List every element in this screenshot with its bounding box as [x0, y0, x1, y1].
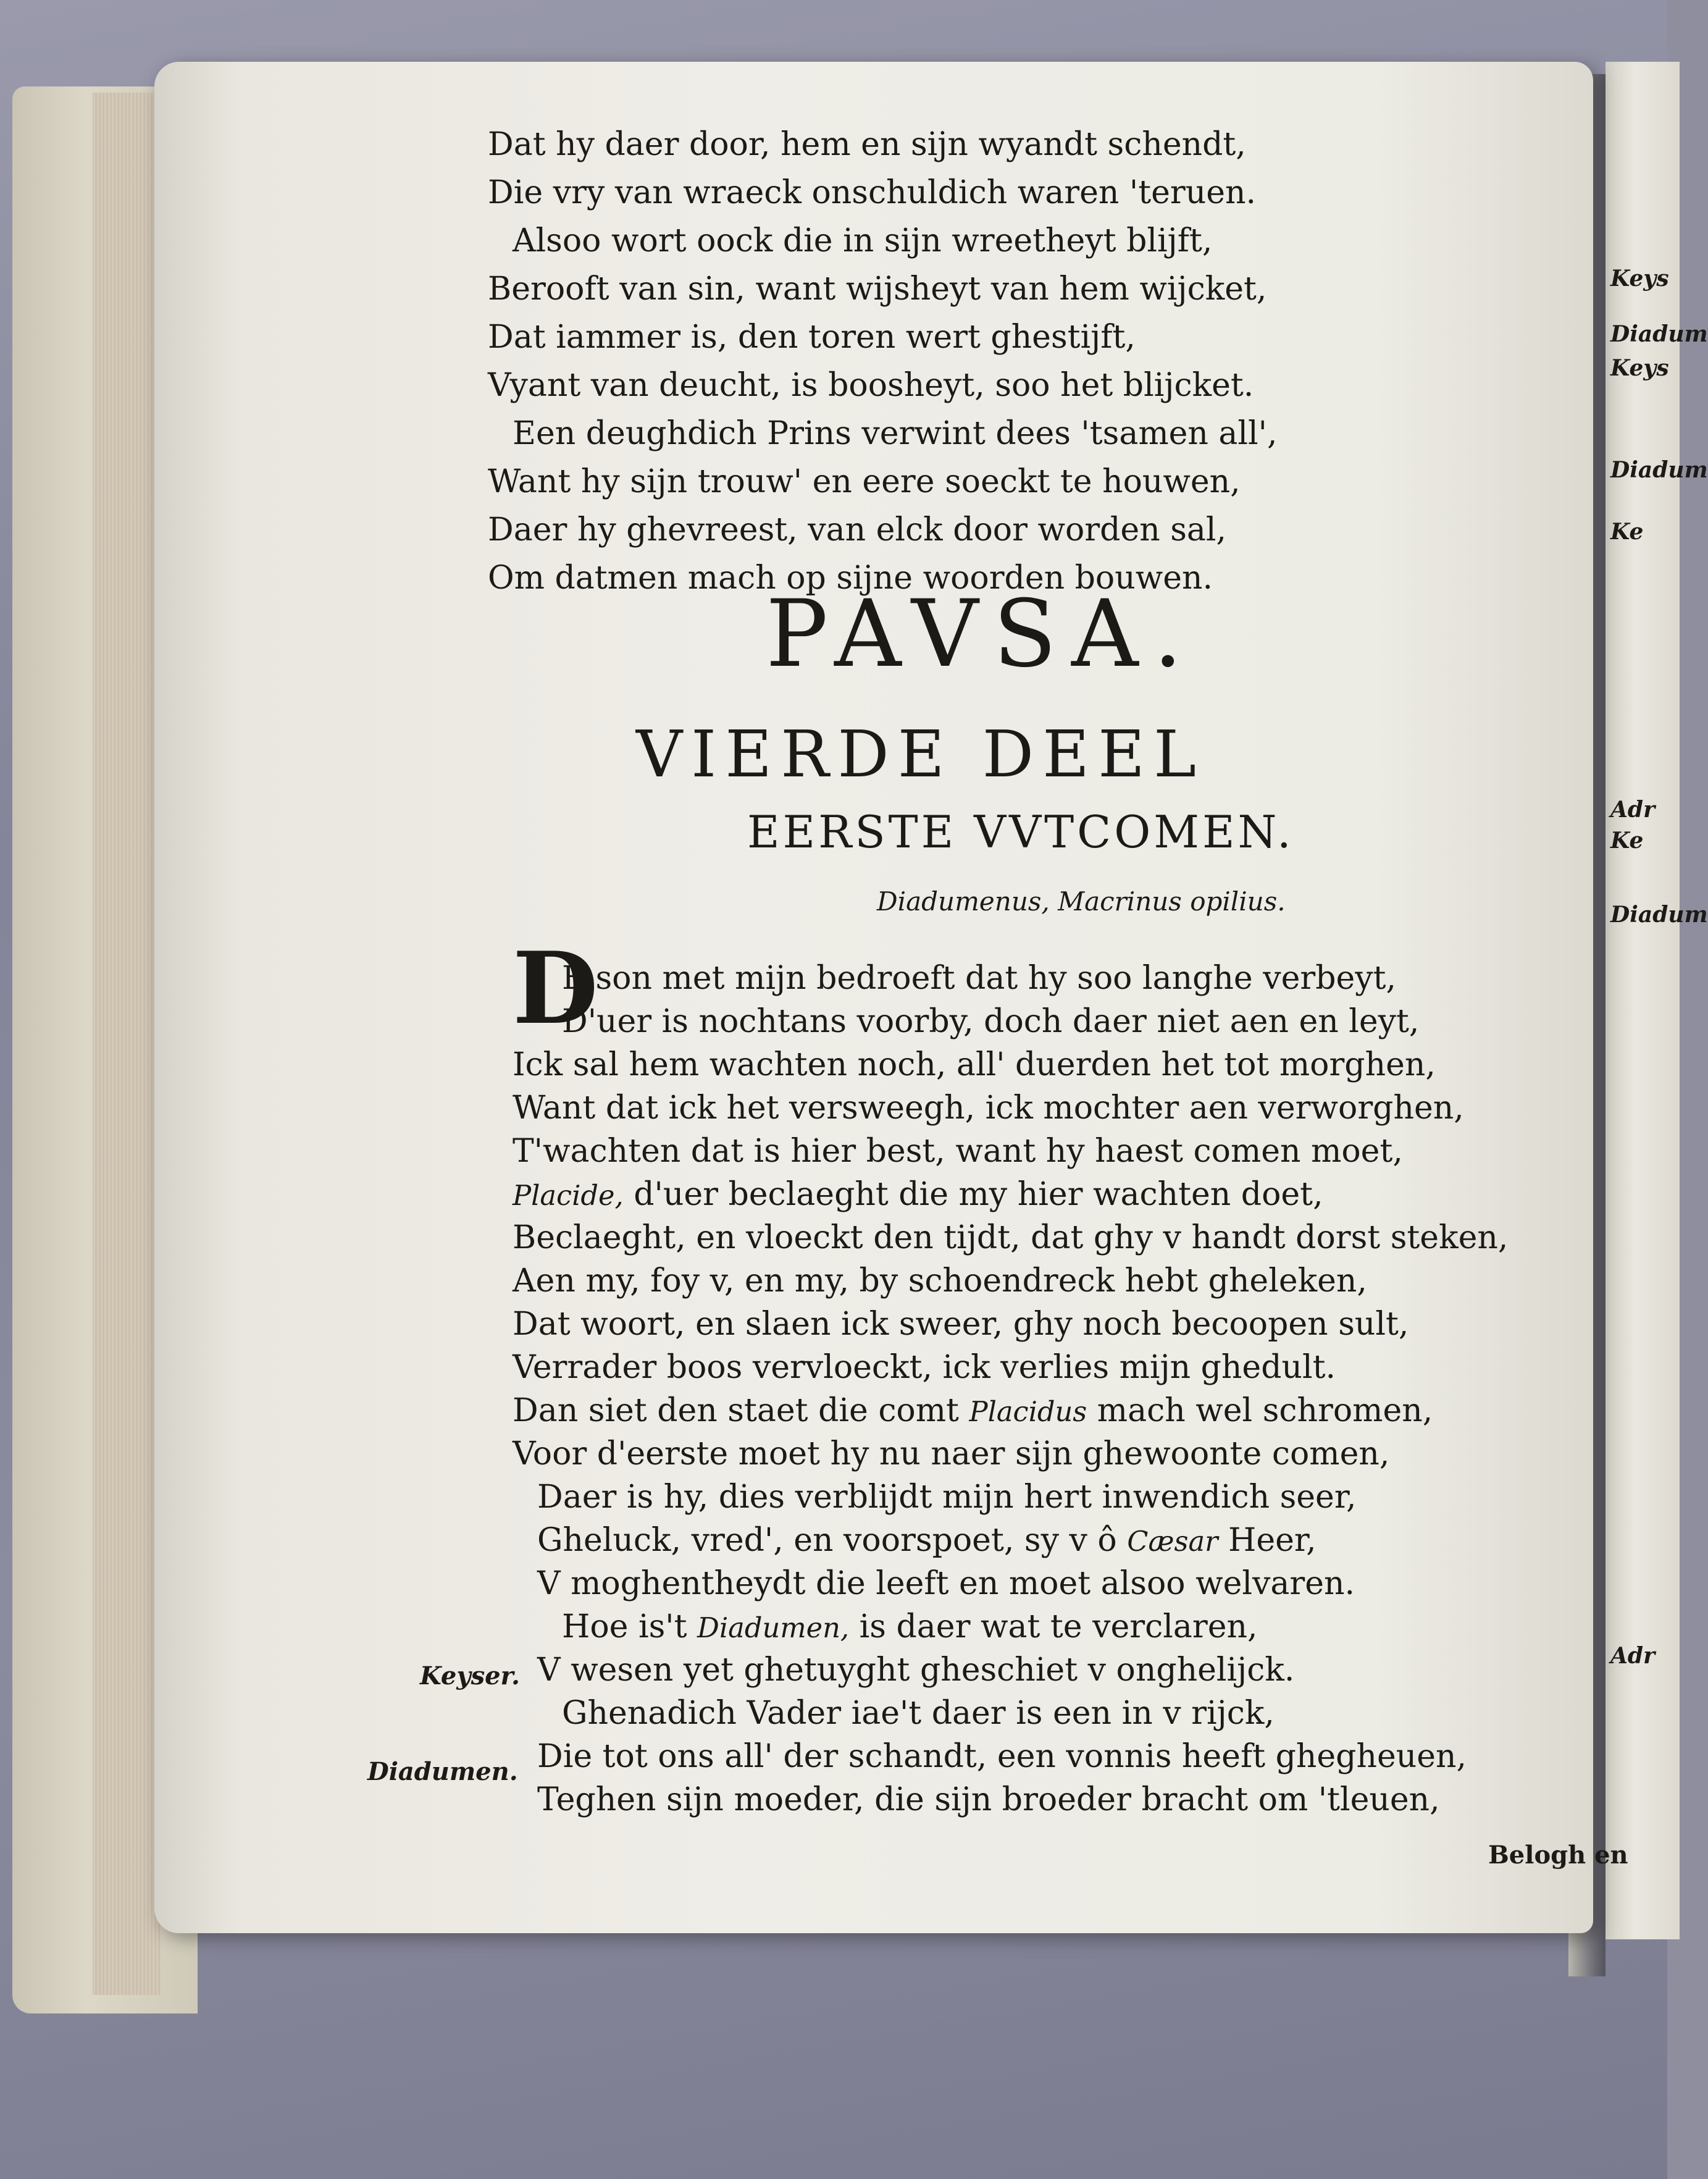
- verse-line: [537, 1649, 1294, 1691]
- facing-margin-note: Keys: [1610, 355, 1669, 381]
- dramatis-personae: Diadumenus, Macrinus opilius.: [877, 886, 1286, 917]
- italic-name: Cæsar: [1127, 1525, 1218, 1558]
- page-block-edge: [93, 93, 161, 1995]
- facing-margin-note: Adr: [1610, 1643, 1656, 1669]
- verse-text: d'uer beclaeght die my hier wachten doet,: [623, 1176, 1323, 1213]
- verse-line: [513, 1390, 1433, 1433]
- catchword: Belogh en: [1488, 1841, 1628, 1870]
- verse-line: Want hy sijn trouw' en eere soeckt te houwen,: [488, 463, 1241, 500]
- verse-line: [513, 1303, 1409, 1345]
- facing-margin-note: Ke: [1610, 519, 1644, 545]
- verse-text: D'uer is nochtans voorby, doch daer niet aen en leyt,: [562, 1003, 1420, 1040]
- drop-cap: D: [513, 930, 598, 1046]
- facing-margin-note: Diadum: [1610, 457, 1708, 483]
- verse-line: [537, 1736, 1467, 1778]
- verse-text: mach wel schromen,: [1087, 1392, 1433, 1429]
- verse-text: Dat woort, en slaen ick sweer, ghy noch becoopen sult,: [513, 1306, 1409, 1343]
- verse-text: Verrader boos vervloeckt, ick verlies mijn ghedult.: [513, 1349, 1336, 1386]
- verse-line: [513, 1217, 1508, 1259]
- book-page: [154, 62, 1628, 1933]
- verse-text: Gheluck, vred', en voorspoet, sy v ô: [537, 1522, 1128, 1559]
- verse-line: Een deughdich Prins verwint dees 'tsamen all',: [513, 415, 1278, 452]
- verse-line: [513, 1346, 1336, 1388]
- verse-line: [513, 1087, 1464, 1129]
- verse-text: Aen my, foy v, en my, by schoendreck hebt gheleken,: [513, 1262, 1367, 1299]
- verse-text: Want dat ick het versweegh, ick mochter aen verworghen,: [513, 1090, 1464, 1127]
- verse-line: Die vry van wraeck onschuldich waren 'teruen.: [488, 174, 1257, 211]
- verse-text: Heer,: [1218, 1522, 1317, 1559]
- verse-line: Om datmen mach op sijne woorden bouwen.: [488, 560, 1213, 597]
- facing-margin-note: Ke: [1610, 828, 1644, 854]
- italic-name: Placide,: [513, 1179, 624, 1212]
- verse-line: [537, 1519, 1317, 1563]
- part-heading: VIERDE DEEL: [636, 716, 1205, 792]
- verse-line: [513, 1044, 1436, 1086]
- section-title: PAVSA.: [766, 581, 1198, 688]
- verse-text: Teghen sijn moeder, die sijn broeder bracht om 'tleuen,: [537, 1781, 1440, 1818]
- verse-text: Dan siet den staet die comt: [513, 1392, 969, 1429]
- verse-line: [562, 1692, 1275, 1734]
- verse-text: is daer wat te verclaren,: [849, 1608, 1258, 1645]
- italic-name: Placidus: [969, 1395, 1087, 1428]
- facing-margin-note: Diadum: [1610, 902, 1708, 928]
- verse-text: Ick sal hem wachten noch, all' duerden het tot morghen,: [513, 1046, 1436, 1083]
- verse-line: [513, 1433, 1389, 1475]
- verse-line: [537, 1563, 1355, 1605]
- verse-line: Vyant van deucht, is boosheyt, soo het blijcket.: [488, 367, 1254, 404]
- verse-line: Daer hy ghevreest, van elck door worden sal,: [488, 511, 1227, 548]
- verse-text: T'wachten dat is hier best, want hy haest comen moet,: [513, 1133, 1403, 1170]
- verse-line: [513, 1173, 1323, 1217]
- verse-line: [513, 1130, 1403, 1172]
- verse-line: [537, 1779, 1440, 1821]
- verse-text: E son met mijn bedroeft dat hy soo langhe verbeyt,: [562, 960, 1397, 997]
- main-verse-block: [513, 957, 1599, 1822]
- verse-line: [537, 1476, 1357, 1518]
- verse-text: V moghentheydt die leeft en moet alsoo welvaren.: [537, 1565, 1355, 1602]
- verse-text: Daer is hy, dies verblijdt mijn hert inwendich seer,: [537, 1479, 1357, 1516]
- facing-margin-note: Keys: [1610, 266, 1669, 292]
- verse-line: [562, 1001, 1419, 1043]
- verse-text: V wesen yet ghetuyght gheschiet v onghelijck.: [537, 1652, 1295, 1689]
- verse-line: Berooft van sin, want wijsheyt van hem wijcket,: [488, 271, 1267, 308]
- speaker-diadumen: Diadumen.: [367, 1757, 518, 1786]
- verse-line: Alsoo wort oock die in sijn wreetheyt blijft,: [513, 222, 1213, 259]
- verse-line: [562, 957, 1396, 999]
- verse-text: Voor d'eerste moet hy nu naer sijn ghewoonte comen,: [513, 1435, 1390, 1472]
- verse-line: [562, 1606, 1258, 1649]
- verse-line: [513, 1260, 1367, 1302]
- verse-line: Dat hy daer door, hem en sijn wyandt schendt,: [488, 126, 1246, 163]
- facing-margin-note: Diadum: [1610, 321, 1708, 347]
- verse-text: Die tot ons all' der schandt, een vonnis heeft ghegheuen,: [537, 1738, 1467, 1775]
- facing-margin-note: Adr: [1610, 797, 1656, 823]
- scene-heading: EERSTE VVTCOMEN.: [747, 806, 1294, 858]
- verse-text: Ghenadich Vader iae't daer is een in v rijck,: [562, 1695, 1275, 1732]
- speaker-keyser: Keyser.: [420, 1661, 520, 1690]
- italic-name: Diadumen,: [697, 1611, 850, 1644]
- verse-text: Hoe is't: [562, 1608, 697, 1645]
- verse-line: Dat iammer is, den toren wert ghestijft,: [488, 319, 1136, 356]
- verse-text: Beclaeght, en vloeckt den tijdt, dat ghy v handt dorst steken,: [513, 1219, 1509, 1256]
- top-verse-block: [488, 124, 1538, 597]
